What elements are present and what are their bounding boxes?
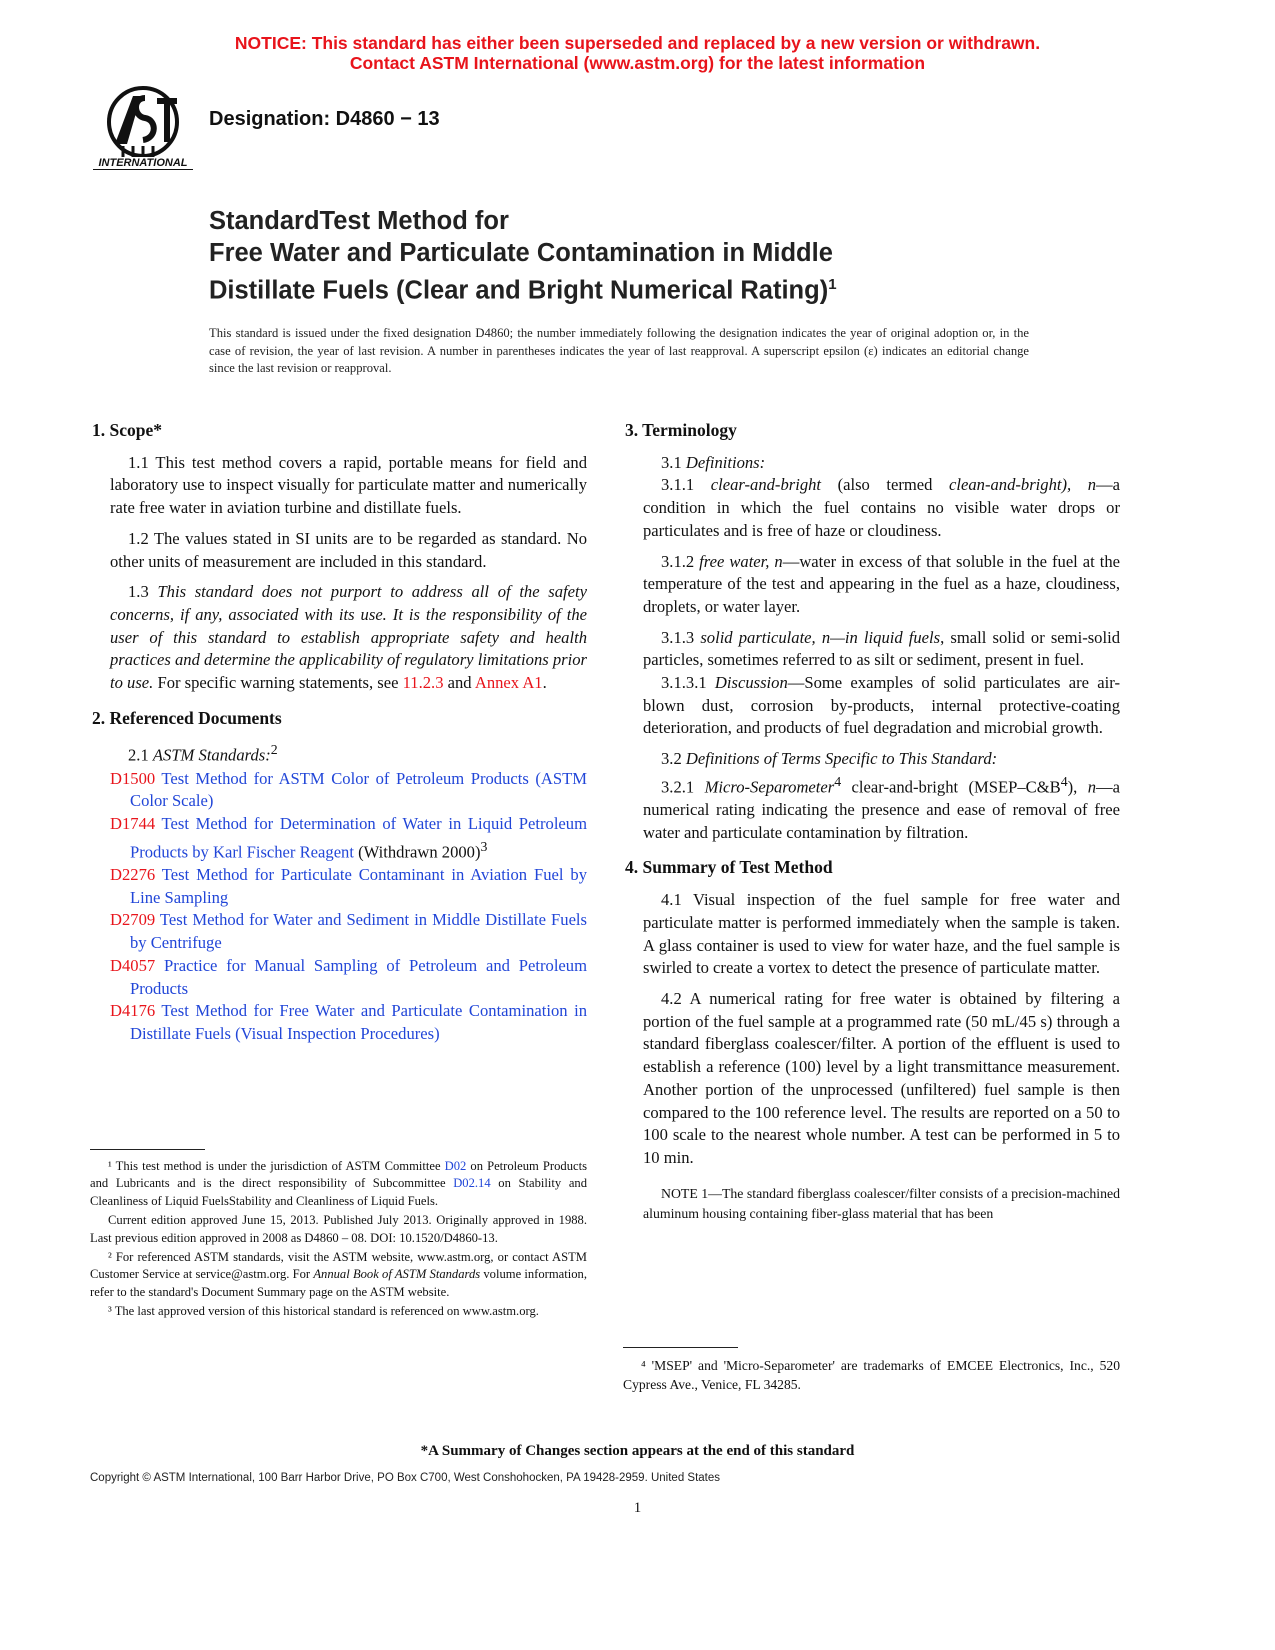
- link-annex-a1[interactable]: Annex A1: [474, 673, 543, 693]
- para-3-1-2: 3.1.2 free water, n—water in excess of that soluble in the fuel at the temperature of the test and appearing in the fuel as a haze, cloudiness, droplets, or water layer.: [643, 551, 1120, 616]
- summary-of-changes-note: *A Summary of Changes section appears at the end of this standard: [420, 1443, 855, 1459]
- para-3-1-3: 3.1.3 solid particulate, n—in liquid fuels, small solid or semi-solid particles, sometimes referred to as silt or sediment, present in fuel.: [643, 627, 1120, 670]
- note-1: NOTE 1—The standard fiberglass coalescer/filter consists of a precision-machined aluminum housing containing fiber-glass material that has been: [643, 1185, 1120, 1221]
- link-11-2-3[interactable]: 11.2.3: [402, 673, 444, 693]
- reference-item[interactable]: D2276 Test Method for Particulate Contaminant in Aviation Fuel by Line Sampling: [110, 865, 587, 907]
- title-line-2: Free Water and Particulate Contamination in Middle: [209, 239, 833, 267]
- para-3-1: 3.1 Definitions:: [661, 452, 766, 472]
- footnote-rule-right: [623, 1347, 738, 1348]
- document-title: [209, 205, 1109, 307]
- section-3-heading: 3. Terminology: [625, 420, 737, 440]
- para-1-1: 1.1 This test method covers a rapid, portable means for field and laboratory use to inspect visually for particulate matter and numerically rate free water in aviation turbine and distillate fuels.: [110, 452, 587, 518]
- para-1-3: 1.3 This standard does not purport to address all of the safety concerns, if any, associated with its use. It is the responsibility of the user of this standard to establish appropriate safety and health practices and determine the applicability of regulatory limitations prior to use. For specific warning statements, see 11.2.3 and Annex A1.: [110, 582, 587, 693]
- footnote-1-edition: Current edition approved June 15, 2013. Published July 2013. Originally approved in 1988. Last previous edition approved in 2008 as D4860 – 08. DOI: 10.1520/D4860-13.: [90, 1213, 587, 1245]
- footnote-1: ¹ This test method is under the jurisdiction of ASTM Committee D02 on Petroleum Products and Lubricants and is the direct responsibility of Subcommittee D02.14 on Stability and Cleanliness of Liquid FuelsStability and Cleanliness of Liquid Fuels.: [90, 1159, 588, 1208]
- reference-item[interactable]: D4057 Practice for Manual Sampling of Petroleum and Petroleum Products: [110, 955, 587, 998]
- notice-banner: [0, 33, 1275, 73]
- copyright: Copyright © ASTM International, 100 Barr Harbor Drive, PO Box C700, West Conshohocken, PA 19428-2959. United States: [90, 1472, 721, 1484]
- section-1-heading: 1. Scope*: [92, 420, 162, 440]
- footnotes-right: [623, 1356, 1120, 1396]
- notice-line-1: NOTICE: This standard has either been superseded and replaced by a new version or withdrawn.: [234, 33, 1041, 53]
- para-4-1: 4.1 Visual inspection of the fuel sample for free water and particulate matter is performed immediately when the sample is taken. A glass container is used to view for water haze, and the fuel sample is swirled to create a vortex to detect the presence of particulate matter.: [643, 890, 1120, 978]
- left-column: [92, 415, 587, 1046]
- right-column: [625, 415, 1120, 1224]
- logo-label: INTERNATIONAL: [93, 157, 193, 170]
- page-number: 1: [633, 1500, 642, 1516]
- footnote-3: ³ The last approved version of this historical standard is referenced on www.astm.org.: [108, 1304, 539, 1319]
- reference-item[interactable]: D1500 Test Method for ASTM Color of Petroleum Products (ASTM Color Scale): [110, 768, 587, 811]
- link-d02-14[interactable]: D02.14: [453, 1176, 491, 1191]
- para-3-2: 3.2 Definitions of Terms Specific to This Standard:: [661, 749, 998, 769]
- footnote-4: ⁴ 'MSEP' and 'Micro-Separometer' are trademarks of EMCEE Electronics, Inc., 520 Cypress Ave., Venice, FL 34285.: [623, 1358, 1120, 1392]
- para-1-2: 1.2 The values stated in SI units are to be regarded as standard. No other units of measurement are included in this standard.: [110, 528, 587, 571]
- para-3-2-1: 3.2.1 Micro-Separometer$^4$ clear-and-bright $(MSEP-C\&B^4)$, n—a numerical rating indicating the presence and ease of removal of free water and particulate contamination by filtration.: [643, 773, 1120, 842]
- para-4-2: 4.2 A numerical rating for free water is obtained by filtering a portion of the fuel sample at a programmed rate (50 mL/45 s) through a standard fiberglass coalescer/filter. A portion of the effluent is used to establish a reference (100) level by a light transmittance measurement. Another portion of the unprocessed (unfiltered) fuel sample is then compared to the 100 reference level. The results are reported on a 50 to 100 scale to the nearest whole number. A test can be performed in 5 to 10 min.: [643, 989, 1120, 1167]
- section-2-heading: 2. Referenced Documents: [92, 707, 282, 728]
- section-4-heading: 4. Summary of Test Method: [625, 857, 833, 878]
- reference-list: [110, 768, 587, 1046]
- footnote-rule-left: [90, 1149, 205, 1150]
- footnote-2: ² For referenced ASTM standards, visit the ASTM website, www.astm.org, or contact ASTM Customer Service at service@astm.org. For Annual Book of ASTM Standards volume information, refer to the standard's Document Summary page on the ASTM website.: [90, 1250, 587, 1299]
- footnotes-left: [90, 1158, 587, 1323]
- reference-item[interactable]: D2709 Test Method for Water and Sediment in Middle Distillate Fuels by Centrifuge: [110, 910, 587, 953]
- reference-item[interactable]: D4176 Test Method for Free Water and Particulate Contamination in Distillate Fuels (Visual Inspection Procedures): [110, 1001, 587, 1043]
- issued-statement: This standard is issued under the fixed designation D4860; the number immediately following the designation indicates the year of original adoption or, in the case of revision, the year of last revision. A number in parentheses indicates the year of last reapproval. A superscript epsilon (ε) indicates an editorial change since the last revision or reapproval.: [209, 326, 1029, 375]
- reference-item[interactable]: D1744 Test Method for Determination of Water in Liquid Petroleum Products by Karl Fischer Reagent (Withdrawn 2000)$^3$: [110, 814, 587, 862]
- para-3-1-3-1: 3.1.3.1 Discussion—Some examples of solid particulates are air-blown dust, corrosion by-products, internal protective-coating deterioration, and products of fuel degradation and microbial growth.: [643, 673, 1120, 738]
- astm-logo: [93, 84, 193, 176]
- designation: Designation: D4860 − 13: [209, 108, 440, 130]
- link-d02[interactable]: D02: [444, 1159, 467, 1173]
- para-3-1-1: 3.1.1 clear-and-bright (also termed clean-and-bright), n—a condition in which the fuel contains no visible water drops or particulates and is free of haze or cloudiness.: [643, 475, 1120, 540]
- title-line-1: StandardTest Method for: [209, 207, 509, 235]
- notice-line-2: Contact ASTM International (www.astm.org) for the latest information: [349, 53, 926, 73]
- para-2-1: 2.1 ASTM Standards:$^2$: [128, 742, 278, 765]
- title-line-3: Distillate Fuels (Clear and Bright Numerical Rating)$^1$: [209, 276, 837, 305]
